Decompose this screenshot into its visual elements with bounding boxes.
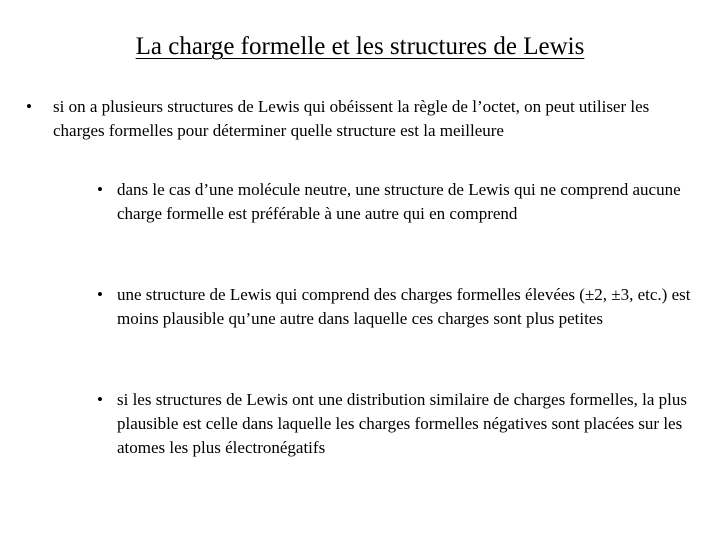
sub-bullet-neutral-molecule — [97, 178, 702, 226]
main-bullet-text: si on a plusieurs structures de Lewis qui obéissent la règle de l’octet, on peut utiliser les charges formelles pour déterminer quelle structure est la meilleure — [53, 97, 650, 140]
main-bullet — [26, 95, 702, 143]
sub-bullet-text: si les structures de Lewis ont une distribution similaire de charges formelles, la plus plausible est celle dans laquelle les charges formelles négatives sont placées sur les atomes les plus électronégatifs — [117, 390, 688, 457]
bullet-marker: • — [97, 180, 103, 199]
bullet-marker: • — [97, 285, 103, 304]
sub-bullet-text: une structure de Lewis qui comprend des charges formelles élevées (±2, ±3, etc.) est moins plausible qu’une autre dans laquelle ces charges sont plus petites — [117, 285, 691, 328]
sub-bullet-electronegativity — [97, 388, 702, 460]
sub-bullet-text: dans le cas d’une molécule neutre, une structure de Lewis qui ne comprend aucune charge formelle est préférable à une autre qui en comprend — [117, 180, 681, 223]
slide-title: La charge formelle et les structures de Lewis — [135, 33, 585, 60]
bullet-marker: • — [97, 390, 103, 409]
bullet-marker: • — [26, 97, 32, 116]
sub-bullet-high-charges — [97, 283, 702, 331]
